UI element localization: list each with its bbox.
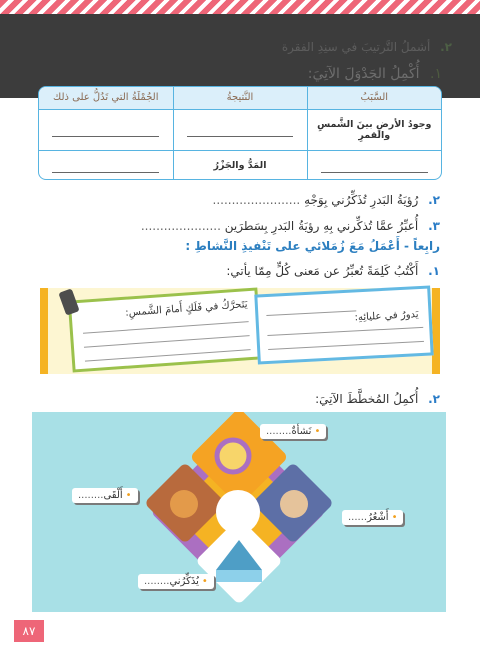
- answer-blank[interactable]: ......: [348, 512, 368, 523]
- diagram-label-feel[interactable]: •أَشْعُرُ......: [342, 510, 403, 525]
- table-row: [39, 151, 441, 179]
- question-text: رُؤيَةُ البَدرِ تُذَكِّرُني بِوَجْهِ: [304, 193, 419, 207]
- label-text: أَشْعُرُ: [367, 512, 389, 523]
- question-4-2: [315, 392, 440, 406]
- table-header-sentence: الجُمْلَةُ التي تَدُلُّ على ذلك: [39, 87, 173, 109]
- faded-number: ٢.: [440, 40, 452, 54]
- table-cell-blank[interactable]: [39, 151, 173, 179]
- question-number: ٢.: [428, 392, 440, 406]
- write-line[interactable]: [84, 335, 250, 348]
- pushpin-icon: [58, 288, 79, 315]
- question-text: أُعبِّرُ عمَّا تُذكِّرني بِهِ رؤيَةُ البَدرِ بِسَطرَين: [224, 219, 419, 233]
- concept-diagram: [32, 412, 446, 612]
- label-text: أَلْقَى: [103, 490, 123, 501]
- question-number: ٢.: [428, 193, 440, 207]
- write-line[interactable]: [266, 310, 356, 316]
- sun-icon: [217, 440, 249, 472]
- table-cell: وجودُ الأرضِ بينَ الشَّمسِ والقمرِ: [307, 109, 441, 151]
- page-number: ٨٧: [14, 620, 44, 642]
- write-line[interactable]: [267, 327, 423, 336]
- diagram-label-remind[interactable]: •يُذَكِّرُني........: [138, 574, 214, 589]
- answer-blank[interactable]: ........: [266, 426, 292, 437]
- card-label: يَتَحرَّكُ في فَلَكٍ أَمامَ الشَّمسِ:: [124, 299, 248, 319]
- panel-stripe: [432, 288, 440, 374]
- write-line[interactable]: [268, 341, 424, 350]
- table-cell-blank[interactable]: [39, 109, 173, 151]
- word-card-orbit[interactable]: [254, 285, 433, 364]
- label-text: يُذَكِّرُني: [169, 576, 199, 587]
- answer-blank[interactable]: ........: [144, 576, 170, 587]
- faded-text: أشملُ التَّرتيبَ في سنِدِ الفقرة: [281, 40, 431, 54]
- question-number: ١.: [428, 264, 440, 278]
- word-cards-panel: [40, 288, 440, 374]
- question-number: ٣.: [428, 219, 440, 233]
- table-header-result: النَّتيجةُ: [173, 87, 307, 109]
- cause-effect-table: [38, 86, 442, 180]
- panel-stripe: [40, 288, 48, 374]
- instruction-number: ١.: [430, 66, 442, 82]
- table-row: [39, 109, 441, 151]
- question-text: أُكمِلُ المُخطَّطَ الآتِيَ:: [315, 392, 419, 406]
- faded-instruction: [282, 40, 452, 54]
- diagram-label-throw[interactable]: •أَلْقَى........: [72, 488, 138, 503]
- section-heading: رابِعاً - أَعْمَلُ مَعَ زُمَلائي على تَنْفيذِ النَّشاطِ :: [185, 239, 440, 253]
- table-cell: المَدُّ والجَزْرُ: [173, 151, 307, 179]
- question-3: [141, 219, 440, 233]
- label-text: نَشأةٌ: [291, 426, 312, 437]
- answer-blank[interactable]: .......................: [212, 193, 301, 207]
- write-line[interactable]: [83, 321, 249, 334]
- complete-table-instruction: [308, 66, 442, 82]
- question-4-1: [226, 264, 440, 278]
- answer-blank[interactable]: ........: [78, 490, 104, 501]
- diagram-label-origin[interactable]: •نَشأةٌ........: [260, 424, 326, 439]
- question-text: أَكْتُبُ كَلِمَةً تُعبِّرُ عن مَعنى كُلٍّ مِمّا يأتي:: [226, 264, 419, 278]
- answer-blank[interactable]: .....................: [140, 219, 221, 233]
- write-line[interactable]: [85, 349, 251, 362]
- word-card-planet[interactable]: [68, 287, 263, 372]
- top-decorative-stripe: [0, 0, 480, 14]
- question-2: [213, 193, 441, 207]
- table-cell-blank[interactable]: [173, 109, 307, 151]
- table-cell-blank[interactable]: [307, 151, 441, 179]
- card-label: يَدورُ في عليائِهِ:: [354, 309, 419, 324]
- diagram-center-circle: [216, 490, 260, 534]
- table-header-cause: السَّبَبُ: [307, 87, 441, 109]
- instruction-text: أُكْمِلُ الجَدْوَلَ الآتِيَ:: [307, 66, 420, 82]
